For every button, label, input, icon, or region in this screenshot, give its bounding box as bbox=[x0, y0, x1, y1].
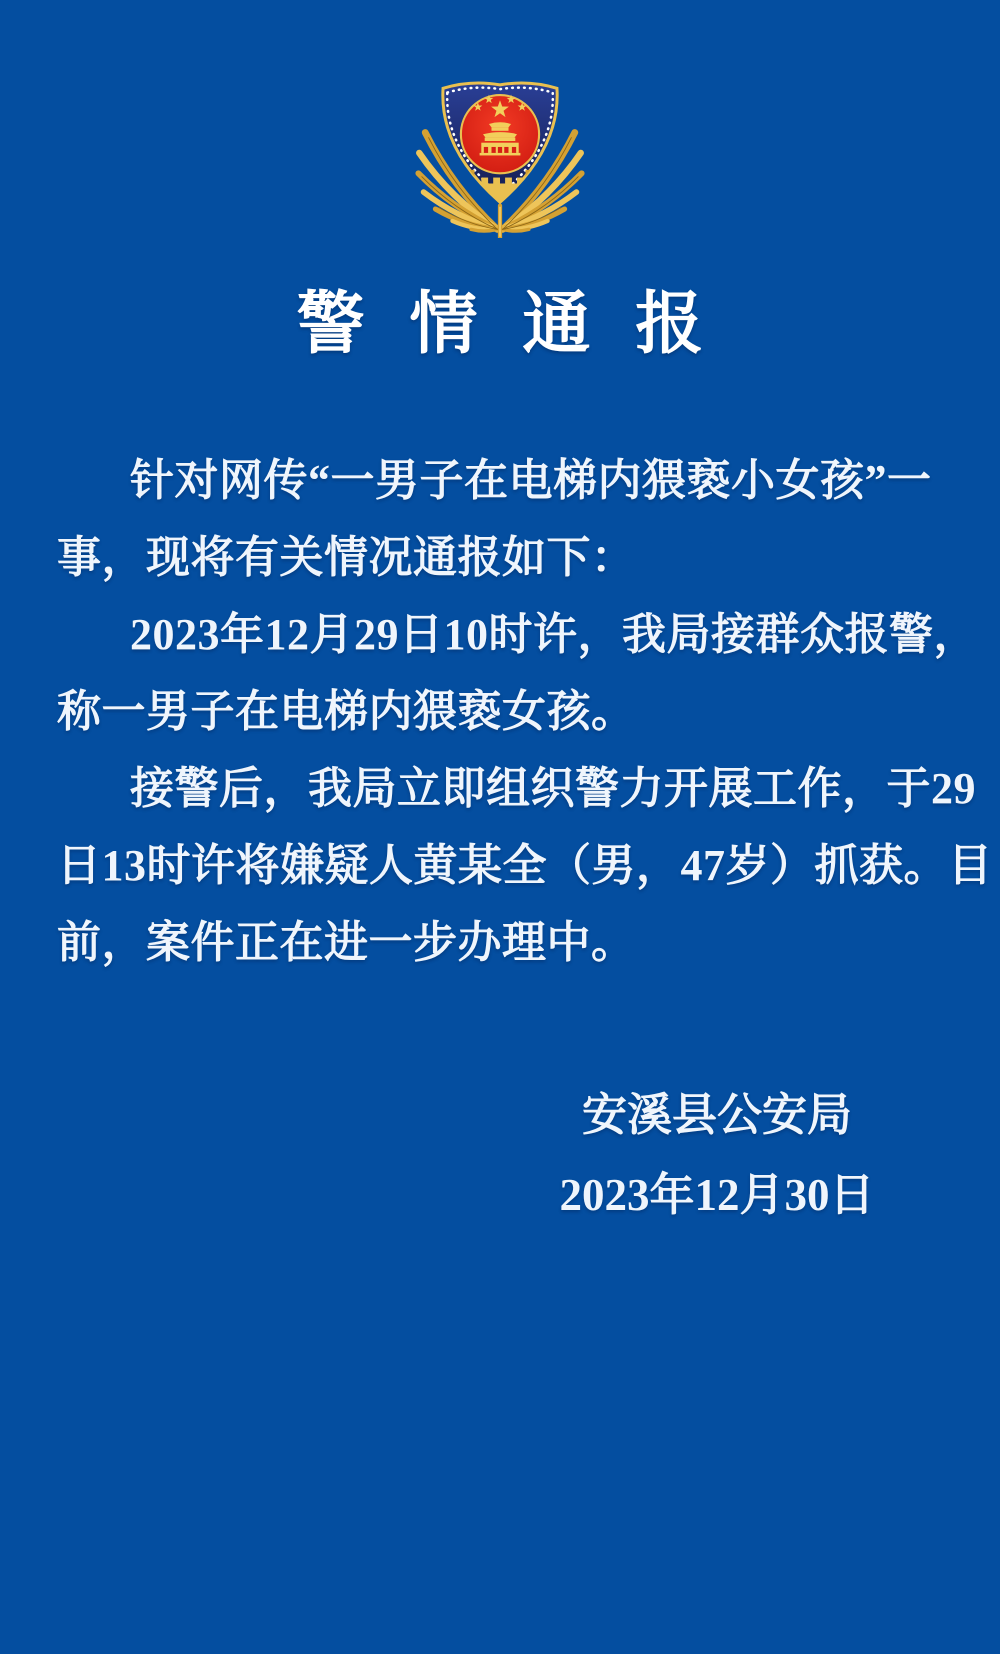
body-text-line: 事，现将有关情况通报如下： bbox=[57, 533, 636, 582]
body-text-line: 称一男子在电梯内猥亵女孩。 bbox=[57, 687, 636, 736]
agency-name: 安溪县公安局 bbox=[581, 1090, 852, 1140]
page-title: 警情通报 bbox=[296, 286, 749, 362]
notice-date: 2023年12月30日 bbox=[559, 1170, 875, 1220]
body-text-line: 针对网传“一男子在电梯内猥亵小女孩”一 bbox=[130, 456, 932, 505]
body-text-line: 前，案件正在进一步办理中。 bbox=[57, 918, 636, 967]
body-text-line: 2023年12月29日10时许，我局接群众报警， bbox=[130, 610, 978, 659]
body-text-line: 日13时许将嫌疑人黄某全（男，47岁）抓获。目 bbox=[57, 841, 993, 890]
notice-body bbox=[57, 442, 993, 981]
police-badge-icon bbox=[415, 78, 585, 238]
body-text-line: 接警后，我局立即组织警力开展工作，于29 bbox=[130, 764, 976, 813]
